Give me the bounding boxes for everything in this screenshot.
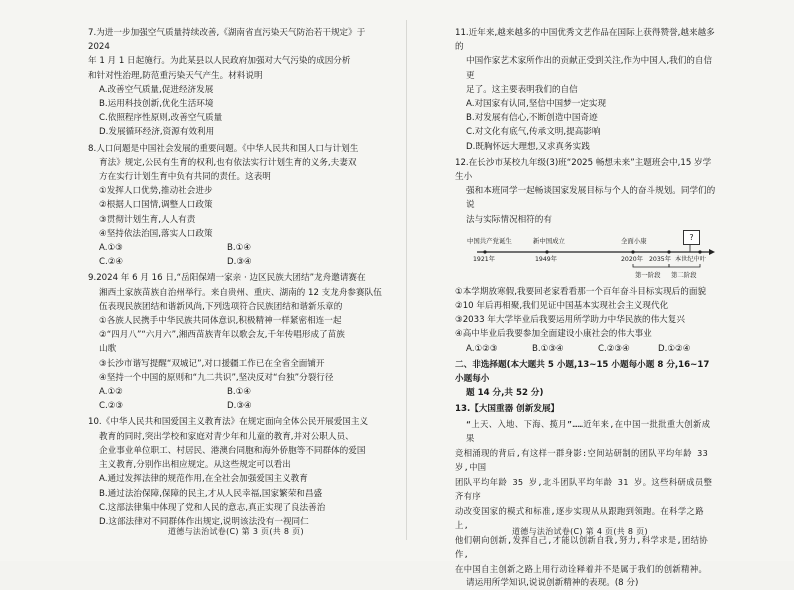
q12-stem-line: 法与实际情况相符的有 (466, 214, 552, 225)
q12-stem-line: 12.在长沙市某校九年级(3)班“2025 畅想未来”主题班会中,15 岁学生小 (455, 157, 712, 183)
timeline-stage-2: 第二阶段 (671, 270, 697, 279)
q8-option-a: A.①③ (99, 243, 123, 254)
q9-options-row (88, 385, 388, 399)
q13-material-line: 竞相涌现的背后,有这样一群身影:空间站研制的团队平均年龄 33 岁,中国 (455, 447, 709, 473)
q9-stem-line: 湘西土家族苗族自治州举行。来自贵州、重庆、湖南的 12 支龙舟参赛队伍 (99, 287, 382, 298)
q8-options-row (88, 241, 388, 255)
q10-stem-line: 主义教育,分别作出相应规定。从这些规定可以看出 (99, 460, 291, 471)
q8-stem-line: 8.人口问题是中国社会发展的重要问题。《中华人民共和国人口与计划生 (88, 143, 359, 154)
q8-item: ①发挥人口优势,推动社会进步 (99, 186, 213, 197)
footer-page-4: 道德与法治试卷(C) 第 4 页(共 8 页) (512, 527, 648, 536)
q8-options-row (88, 255, 388, 269)
right-page (455, 26, 717, 590)
q13-title: 13.【大国重器 创新发展】 (455, 404, 560, 415)
q8-stem-line: 育法》规定,公民有生育的权利,也有依法实行计划生育的义务,夫妻双 (99, 157, 357, 168)
timeline-year: 1949年 (535, 255, 557, 263)
q9-stem-line: 伍表现民族团结和谐新风尚,下列选项符合民族团结和谐新乐章的 (99, 301, 343, 312)
q9-item: ①各族人民携手中华民族共同体意识,积极精神一样紧密相连一起 (99, 316, 342, 327)
q13-material-line: 动改变国家的模式和标准,逐步实现从从跟跑到领跑。在科学之路上, (455, 505, 704, 531)
q13-prompt: 请运用所学知识,说说创新精神的表现。(8 分) (466, 578, 639, 589)
q11-stem-line: 中国作家艺术家所作出的贡献正受到关注,作为中国人,我们的自信更 (466, 56, 713, 81)
q12-item: ④高中毕业后我要参加全面建设小康社会的伟大事业 (455, 329, 652, 340)
timeline-event-xiaokang: 全面小康 (621, 236, 647, 245)
q9-option-c: C.②③ (99, 401, 124, 412)
q9-item: 山歌 (99, 344, 117, 355)
q8-option-c: C.②④ (99, 257, 124, 268)
q7-option-d: D.发展循环经济,资源有效利用 (99, 127, 215, 138)
development-timeline (455, 229, 717, 283)
question-9 (88, 271, 388, 413)
q13-material-line: “上天、入地、下海、揽月”……近年来,在中国一批批重大创新成果 (466, 418, 711, 444)
q13-material-line: 在中国自主创新之路上用行动诠释着并不是属于我们的创新精神。 (455, 563, 708, 574)
q12-option-a: A.①②③ (466, 343, 498, 354)
timeline-event-cpc: 中国共产党诞生 (467, 236, 512, 245)
q12-item: ③2033 年大学毕业后我要运用所学助力中华民族的伟大复兴 (455, 315, 685, 326)
question-10 (88, 415, 388, 529)
q10-stem-line: 10.《中华人民共和国爱国主义教育法》在规定面向全体公民开展爱国主义 (88, 417, 369, 428)
page-divider (406, 20, 407, 540)
q9-option-b: B.①④ (227, 387, 252, 398)
question-12 (455, 156, 717, 356)
q9-item: ②“四月八”“六月六”,湘西苗族青年以歌会友,千年传唱形成了苗族 (99, 330, 345, 341)
timeline-year: 本世纪中叶 (675, 255, 706, 263)
q13-material-line: 团队平均年龄 35 岁,北斗团队平均年龄 31 岁。这些科研成员整齐有序 (455, 476, 713, 502)
q9-option-a: A.①② (99, 387, 123, 398)
q12-option-b: B.①③④ (532, 343, 564, 354)
section-2-title: 二、非选择题(本大题共 5 小题,13~15 小题每小题 8 分,16~17 小题每小 (455, 359, 710, 385)
q12-stem-line: 强和本班同学一起畅谈国家发展目标与个人的奋斗规划。同学们的说 (466, 186, 716, 211)
section-2-subtitle: 题 14 分,共 52 分) (466, 388, 544, 399)
q11-stem-line: 足了。这主要表明我们的自信 (466, 84, 578, 95)
q9-option-d: D.③④ (227, 401, 252, 412)
q11-option-a: A.对国家有认同,坚信中国梦一定实现 (466, 99, 607, 110)
question-8 (88, 142, 388, 270)
q7-stem-line: 和针对性治理,防范重污染天气产生。材料说明 (88, 70, 263, 81)
q8-item: ③贯彻计划生育,人人有责 (99, 214, 196, 225)
q9-options-row (88, 399, 388, 413)
timeline-stage-1: 第一阶段 (635, 270, 661, 279)
q10-stem-line: 教育的同时,突出学校和家庭对青少年和儿童的教育,并对公职人员、 (99, 431, 354, 442)
q9-stem-line: 9.2024 年 6 月 16 日,“岳阳保靖一家亲 · 边区民族大团结”龙舟邀请赛在 (88, 273, 366, 284)
q11-stem-line: 11.近年来,越来越多的中国优秀文艺作品在国际上获得赞誉,越来越多的 (455, 28, 715, 53)
q12-item: ①本学期放寒假,我要回老家看看那一个百年奋斗目标实现后的面貌 (455, 286, 707, 297)
q12-options-row (455, 342, 717, 356)
q7-stem-line: 年 1 月 1 日起施行。为此某县以人民政府加强对大气污染的成因分析 (88, 56, 351, 67)
q8-stem-line: 方在实行计划生育中负有共同的责任。这表明 (99, 172, 271, 183)
question-11 (455, 26, 717, 154)
q11-option-c: C.对文化有底气,传承文明,提高影响 (466, 127, 601, 138)
footer-page-3: 道德与法治试卷(C) 第 3 页(共 8 页) (168, 527, 304, 536)
q12-option-d: D.①②④ (658, 343, 691, 354)
q8-option-d: D.③④ (227, 257, 252, 268)
q11-option-b: B.对发展有信心,不断创造中国奇迹 (466, 113, 598, 124)
q10-option-c: C.这部法律集中体现了党和人民的意志,真正实现了良法善治 (99, 502, 326, 513)
timeline-year: 1921年 (473, 255, 495, 263)
q7-option-a: A.改善空气质量,促进经济发展 (99, 84, 214, 95)
question-13 (455, 402, 717, 590)
q10-option-d: D.这部法律对不同群体作出规定,说明该法没有一视同仁 (99, 516, 309, 527)
timeline-year: 2035年 (649, 255, 671, 263)
q11-option-d: D.既胸怀远大理想,又求真务实践 (466, 141, 590, 152)
q8-item: ②根据人口国情,调整人口政策 (99, 200, 213, 211)
q12-item: ②10 年后再相聚,我们见证中国基本实现社会主义现代化 (455, 301, 669, 312)
section-2-header (455, 358, 717, 401)
timeline-question-mark: ? (683, 230, 700, 245)
q7-option-b: B.运用科技创新,优化生活环境 (99, 99, 214, 110)
q10-stem-line: 企业事业单位职工、村居民、港澳台同胞和海外侨胞等不同群体的爱国 (99, 445, 366, 456)
left-page (88, 26, 388, 529)
q9-item: ③长沙市谐写提醒“双城记”,对口援疆工作已在全省全面铺开 (99, 358, 325, 369)
q13-material-line: 他们朝向创新,发挥自己,才能以创新自我,努力,科学求是,团结协作, (455, 534, 709, 560)
q12-option-c: C.②③④ (598, 343, 630, 354)
timeline-event-prc: 新中国成立 (533, 236, 565, 245)
q9-item: ④坚持一个中国的原则和“九二共识”,坚决反对“台独”分裂行径 (99, 372, 334, 383)
question-7 (88, 26, 388, 140)
q7-option-c: C.依照程序性原则,改善空气质量 (99, 113, 223, 124)
q8-option-b: B.①④ (227, 243, 252, 254)
q10-option-a: A.通过发挥法律的规范作用,在全社会加强爱国主义教育 (99, 474, 308, 485)
q8-item: ④坚持依法治国,落实人口政策 (99, 228, 213, 239)
timeline-year: 2020年 (621, 255, 643, 263)
q7-stem-line: 7.为进一步加强空气质量持续改善,《湖南省直污染天气防治若干规定》于 2024 (88, 28, 366, 53)
q10-option-b: B.通过法治保障,保障的民主,才从人民幸福,国家繁荣和昌盛 (99, 488, 323, 499)
